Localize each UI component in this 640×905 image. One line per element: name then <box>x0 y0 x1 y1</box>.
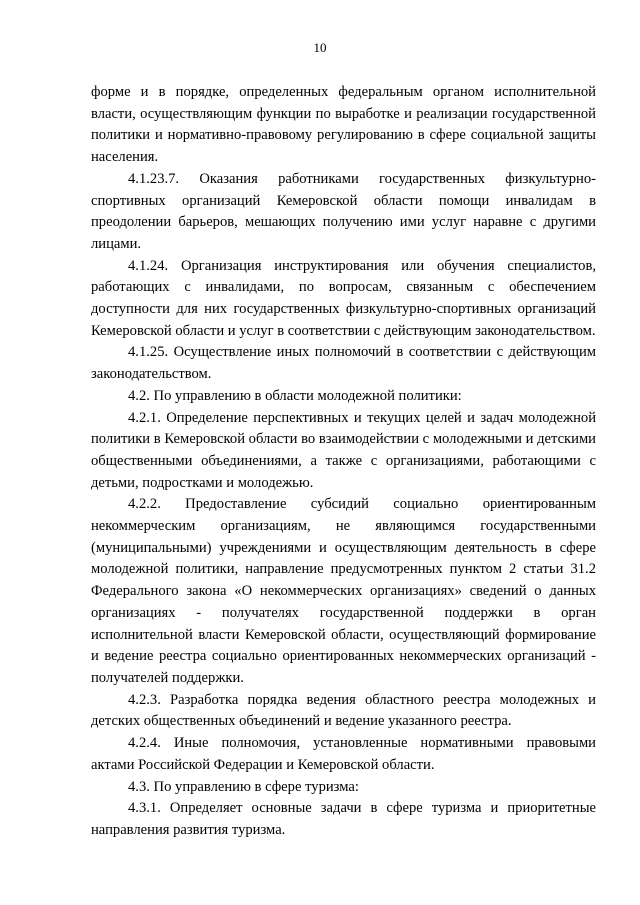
paragraph-4-1-25: 4.1.25. Осуществление иных полномочий в соответствии с действующим законодательством. <box>91 344 596 383</box>
paragraph-4-3-1: 4.3.1. Определяет основные задачи в сфере туризма и приоритетные направления развития туризма. <box>91 800 596 838</box>
paragraph-4-2-3: 4.2.3. Разработка порядка ведения областного реестра молодежных и детских общественных объединений и ведение указанного реестра. <box>91 691 596 730</box>
document-body <box>91 82 596 842</box>
page-number: 10 <box>313 40 327 55</box>
paragraph-4-1-24: 4.1.24. Организация инструктирования или обучения специалистов, работающих с инвалидами, по вопросам, связанным с обеспечением доступности для них государственных физкультурно-спортивных организаций Кемеровской области и услуг в соответствии с действующим законодательством. <box>91 257 596 339</box>
section-heading-4-3: 4.3. По управлению в сфере туризма: <box>128 778 359 795</box>
paragraph-4-2-1: 4.2.1. Определение перспективных и текущих целей и задач молодежной политики в Кемеровской области во взаимодействии с молодежными и детскими общественными объединениями, а также с организациями, работающими с детьми, подростками и молодежью. <box>91 409 596 491</box>
paragraph-continuation: форме и в порядке, определенных федеральным органом исполнительной власти, осуществляющим функции по выработке и реализации государственной политики и нормативно-правовому регулированию в сфере социальной защиты населения. <box>91 84 596 166</box>
paragraph-4-2-4: 4.2.4. Иные полномочия, установленные нормативными правовыми актами Российской Федерации и Кемеровской области. <box>91 735 596 773</box>
paragraph-4-1-23-7: 4.1.23.7. Оказания работниками государственных физкультурно-спортивных организаций Кемеровской области помощи инвалидам в преодолении барьеров, мешающих получению ими услуг наравне с другими лицами. <box>91 170 596 252</box>
section-heading-4-2: 4.2. По управлению в области молодежной политики: <box>128 387 462 404</box>
paragraph-4-2-2: 4.2.2. Предоставление субсидий социально ориентированным некоммерческим организациям, не являющимся государственными (муниципальными) учреждениями и осуществляющим деятельность в сфере молодежной политики, направление предусмотренных пунктом 2 статьи 31.2 Федерального закона «О некоммерческих организациях» сведений о данных организациях - получателях государственной поддержки в орган исполнительной власти Кемеровской области, осуществляющий формирование и ведение реестра социально ориентированных некоммерческих организаций - получателей поддержки. <box>91 496 596 686</box>
